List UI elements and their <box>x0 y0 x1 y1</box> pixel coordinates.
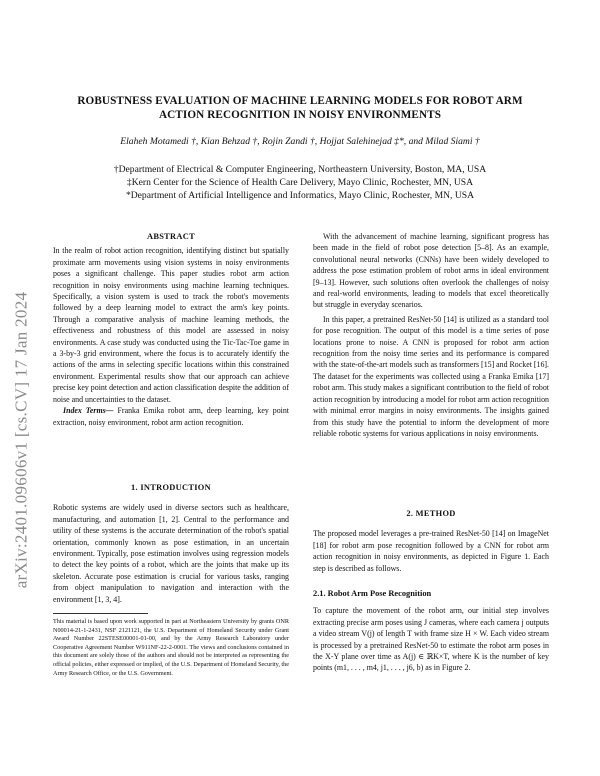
title-line-2: ACTION RECOGNITION IN NOISY ENVIRONMENTS <box>158 109 442 121</box>
abstract-text: In the realm of robot action recognition, identifying distinct but spatially proximate arm movements using vision systems in noisy environments poses a significant challenge. This paper studies robot arm action recognition in noisy environments using machine learning techniques. Specifically, a vision system is used to track the robot's movements followed by a deep learning model to extract the arm's key points. Through a comparative analysis of machine learning methods, the effectiveness and robustness of this model are assessed in noisy environments. A case study was conducted using the Tic-Tac-Toe game in a 3-by-3 grid environment, where the focus is to accurately identify the actions of the arms in selecting specific locations within this constrained environment. Experimental results show that our approach can achieve precise key point detection and action classification despite the addition of noise and uncertainties to the dataset. <box>53 246 289 404</box>
index-terms-text: Franka Emika robot arm, deep learning, key point extraction, noisy environment, robot arm action recognition. <box>53 406 289 427</box>
right-column-intro <box>313 231 549 439</box>
introduction-heading: 1. INTRODUCTION <box>131 483 211 492</box>
title-line-1: ROBUSTNESS EVALUATION OF MACHINE LEARNING MODELS FOR ROBOT ARM <box>77 95 523 107</box>
abstract-section <box>53 231 289 428</box>
introduction-section <box>53 482 289 605</box>
funding-footnote: This material is based upon work supported in part at Northeastern University by grants ONR N00014-21-1-2431, NSF 2121121, the U.S. Department of Homeland Security under Grant Award Number 22STESE00001-01-00, and by the Army Research Laboratory under Cooperative Agreement Number W911NF-22-2-0001. The views and conclusions contained in this document are solely those of the authors and should not be interpreted as representing the official policies, either expressed or implied, of the U.S. Department of Homeland Security, the Army Research Office, or the U.S. Government. <box>53 618 289 677</box>
introduction-paragraph-1: Robotic systems are widely used in diverse sectors such as healthcare, manufacturing, and automation [1, 2]. Central to the performance and utility of these systems is the accurate determination of the robot's spatial orientation, commonly known as pose estimation, in an uncertain environment. Typically, pose estimation involves using regression models to detect the key points of a robot, which are the joints that make up its skeleton. Accurate pose estimation is crucial for various tasks, ranging from object manipulation to navigation and interaction with the environment [1, 3, 4]. <box>53 503 289 604</box>
abstract-heading: ABSTRACT <box>146 232 195 241</box>
subsection-paragraph-1: To capture the movement of the robot arm, our initial step involves extracting precise arm poses using J cameras, where each camera j outputs a video stream V(j) of length T with frame size H × W. Each video stream is processed by a pretrained ResNet-50 to estimate the robot arm poses in the X-Y plane over time as A(j) ∈ ℝK×T, where K is the number of key points (m1, . . . , m4, j1, . . . , j6, b) as in Figure 2. <box>313 606 549 673</box>
author-list: Elaheh Motamedi †, Kian Behzad †, Rojin Zandi †, Hojjat Salehinejad ‡*, and Milad Siami † <box>120 136 480 147</box>
method-section <box>313 508 549 674</box>
introduction-paragraph-3: In this paper, a pretrained ResNet-50 [14] is utilized as a standard tool for pose recognition. The output of this model is a time series of pose locations prone to noise. A CNN is proposed for robot arm action recognition from the noisy time series and its performance is compared with the state-of-the-art models such as transformers [15] and Rocket [16]. The dataset for the experiments was collected using a Franka Emika [17] robot arm. This study makes a significant contribution to the field of robot action recognition by introducing a model for robot arm action recognition with minimal error margins in noisy environments. The insights gained from this study have the potential to inform the development of more reliable robotic systems for various applications in noisy environments. <box>313 314 549 438</box>
affiliation-3: *Department of Artificial Intelligence and Informatics, Mayo Clinic, Rochester, MN, USA <box>125 190 475 201</box>
index-terms <box>53 405 289 428</box>
footnote-rule <box>53 613 148 614</box>
affiliation-1: †Department of Electrical & Computer Engineering, Northeastern University, Boston, MA, USA <box>113 164 487 175</box>
paper-title <box>60 94 540 122</box>
arxiv-identifier-text: arXiv:2401.09606v1 [cs.CV] 17 Jan 2024 <box>11 291 30 589</box>
affiliation-2: ‡Kern Center for the Science of Health Care Delivery, Mayo Clinic, Rochester, MN, USA <box>126 177 474 188</box>
subsection-heading: 2.1. Robot Arm Pose Recognition <box>313 589 432 599</box>
method-heading: 2. METHOD <box>406 509 456 518</box>
index-terms-label: Index Terms— <box>63 406 114 416</box>
introduction-paragraph-2: With the advancement of machine learning, significant progress has been made in the field of robot pose detection [5–8]. As an example, convolutional neural networks (CNNs) have been widely developed to address the pose estimation problem of robot arms in ideal environment [9–13]. However, such solutions often overlook the challenges of noisy and real-world environments, leading to models that excel theoretically but struggle in everyday scenarios. <box>313 232 549 310</box>
method-paragraph-1: The proposed model leverages a pre-trained ResNet-50 [14] on ImageNet [18] for robot arm pose recognition followed by a CNN for robot arm action recognition in noisy environments, as depicted in Figure 1. Each step is described as follows. <box>313 529 549 573</box>
arxiv-identifier <box>2 200 40 680</box>
